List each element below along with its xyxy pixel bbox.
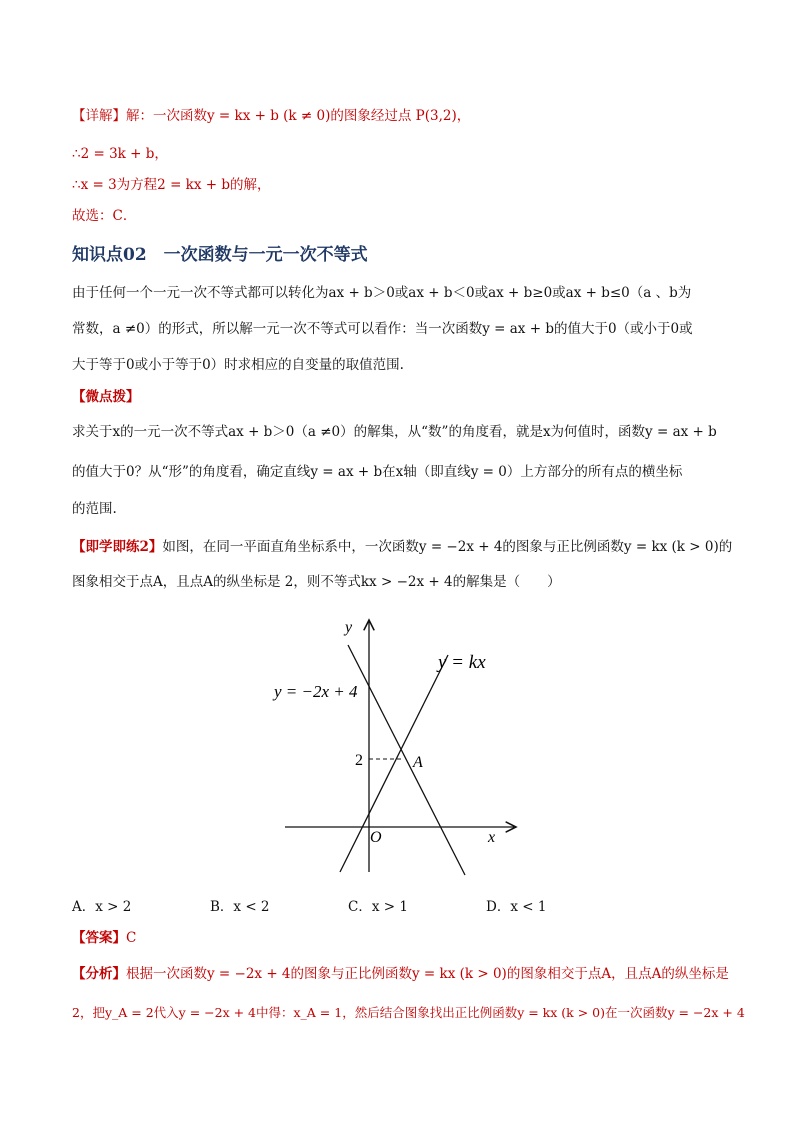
analysis-label: 【分析】 bbox=[72, 966, 126, 982]
tip-line-3: 的范围. bbox=[72, 501, 117, 517]
tip-line-2: 的值大于0？从“形”的角度看，确定直线y = ax + b在x轴（即直线y = 0）上方部分的所有点的横坐标 bbox=[72, 464, 683, 480]
knowledge-para-3: 大于等于0或小于等于0）时求相应的自变量的取值范围. bbox=[72, 357, 404, 373]
axis-y-label: y bbox=[345, 619, 353, 636]
detail-line-3: ∴x = 3为方程2 = kx + b的解， bbox=[72, 177, 271, 193]
option-b: B．x < 2 bbox=[210, 899, 270, 915]
exercise-label: 【即学即练2】 bbox=[72, 539, 163, 555]
answer-label: 【答案】 bbox=[72, 930, 126, 946]
option-a: A．x > 2 bbox=[72, 899, 132, 915]
tip-line-1: 求关于x的一元一次不等式ax + b＞0（a ≠0）的解集，从“数”的角度看，就是x为何值时，函数y = ax + b bbox=[72, 424, 717, 440]
detail-line-1 bbox=[72, 106, 470, 126]
tick-2-label: 2 bbox=[355, 752, 363, 769]
answer-line bbox=[72, 926, 136, 946]
detail-label: 【详解】 bbox=[72, 108, 126, 124]
line-minus-2x-plus-4 bbox=[348, 645, 465, 875]
exercise-line-2: 图象相交于点A，且点A的纵坐标是 2，则不等式kx > −2x + 4的解集是（ ） bbox=[72, 574, 561, 590]
analysis-line-2: 2，把y_A = 2代入y = −2x + 4中得：x_A = 1，然后结合图象找出正比例函数y = kx (k > 0)在一次函数y = −2x + 4 bbox=[72, 1005, 745, 1020]
option-c: C．x > 1 bbox=[348, 899, 408, 915]
detail-line-4: 故选：C． bbox=[72, 208, 137, 224]
knowledge-para-1: 由于任何一个一元一次不等式都可以转化为ax + b＞0或ax + b＜0或ax + b≥0或ax + b≤0（a 、b为 bbox=[72, 285, 692, 301]
exercise-line-1 bbox=[72, 535, 732, 555]
knowledge-heading: 知识点02 一次函数与一元一次不等式 bbox=[72, 245, 368, 265]
tip-label: 【微点拨】 bbox=[72, 389, 140, 405]
origin-label: O bbox=[370, 829, 382, 846]
axis-x-label: x bbox=[488, 829, 496, 846]
detail-line-2: ∴2 = 3k + b， bbox=[72, 146, 168, 162]
answer-value: C bbox=[126, 930, 137, 946]
exercise-text-1: 如图，在同一平面直角坐标系中，一次函数y = −2x + 4的图象与正比例函数y = kx (k > 0)的 bbox=[162, 539, 733, 555]
label-line: y = −2x + 4 bbox=[274, 682, 358, 701]
analysis-text-1: 根据一次函数y = −2x + 4的图象与正比例函数y = kx (k > 0)的图象相交于点A，且点A的纵坐标是 bbox=[126, 966, 729, 982]
function-graph bbox=[270, 610, 530, 880]
knowledge-para-2: 常数，a ≠0）的形式，所以解一元一次不等式可以看作：当一次函数y = ax + b的值大于0（或小于0或 bbox=[72, 321, 693, 337]
detail-text-1: 解：一次函数y = kx + b (k ≠ 0)的图象经过点 P(3,2)， bbox=[126, 108, 471, 124]
option-d: D．x < 1 bbox=[486, 899, 547, 915]
point-a-label: A bbox=[413, 754, 423, 771]
label-kx: y = kx bbox=[438, 652, 486, 673]
analysis-line-1 bbox=[72, 962, 729, 982]
